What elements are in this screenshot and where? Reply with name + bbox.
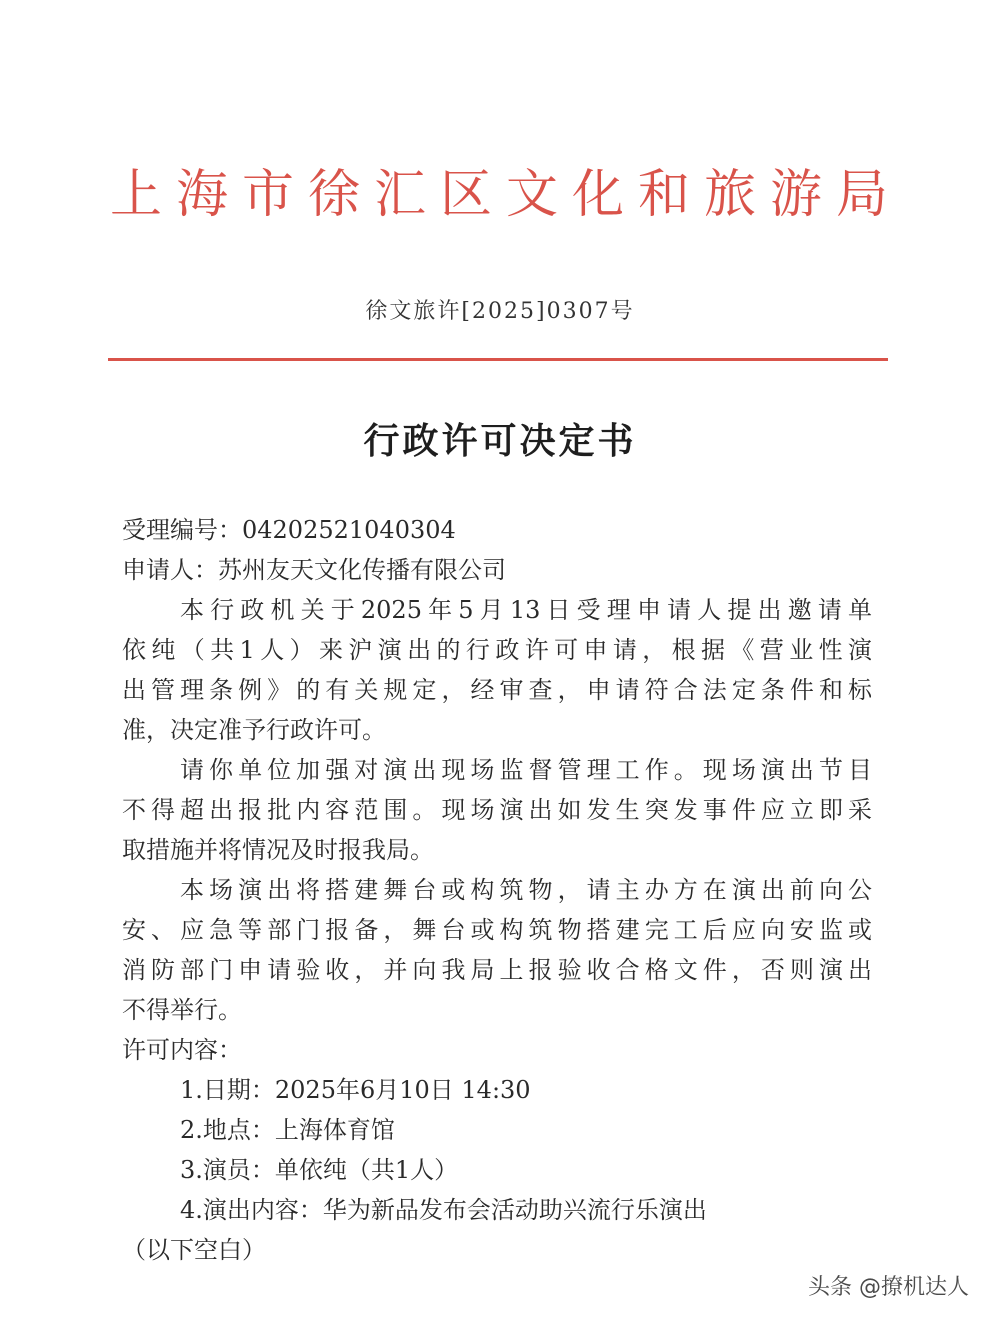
body-line: 许可内容： bbox=[122, 1036, 242, 1064]
body-line: 1.日期：2025年6月10日 14:30 bbox=[180, 1076, 531, 1104]
body-line: 3.演员：单依纯（共1人） bbox=[180, 1156, 459, 1184]
red-divider-line bbox=[108, 358, 888, 361]
body-line: 请你单位加强对演出现场监督管理工作。现场演出节目 bbox=[180, 756, 872, 784]
body-line: 取措施并将情况及时报我局。 bbox=[122, 836, 434, 864]
document-title: 行政许可决定书 bbox=[363, 421, 637, 462]
body-line: 不得超出报批内容范围。现场演出如发生突发事件应立即采 bbox=[122, 796, 872, 824]
body-line: 本行政机关于2025年5月13日受理申请人提出邀请单 bbox=[180, 596, 872, 624]
body-line: 出管理条例》的有关规定，经审查，申请符合法定条件和标 bbox=[122, 676, 872, 704]
document-body bbox=[122, 510, 872, 1270]
body-line: 本场演出将搭建舞台或构筑物，请主办方在演出前向公 bbox=[180, 876, 872, 904]
document-number: 徐文旅许[2025]0307号 bbox=[365, 299, 635, 324]
body-line: 准，决定准予行政许可。 bbox=[122, 716, 386, 744]
body-line: 4.演出内容：华为新品发布会活动助兴流行乐演出 bbox=[180, 1196, 707, 1224]
body-line: 安、应急等部门报备，舞台或构筑物搭建完工后应向安监或 bbox=[122, 916, 872, 944]
agency-header: 上海市徐汇区文化和旅游局 bbox=[110, 165, 903, 225]
watermark: 头条 @撩机达人 bbox=[808, 1275, 969, 1300]
body-line: 消防部门申请验收，并向我局上报验收合格文件，否则演出 bbox=[122, 956, 872, 984]
body-line: 依纯（共1人）来沪演出的行政许可申请，根据《营业性演 bbox=[122, 636, 872, 664]
body-line: 2.地点：上海体育馆 bbox=[180, 1116, 395, 1144]
body-line: 不得举行。 bbox=[122, 996, 242, 1024]
body-line: （以下空白） bbox=[122, 1236, 266, 1264]
body-line: 申请人：苏州友天文化传播有限公司 bbox=[122, 556, 506, 584]
body-line: 受理编号：04202521040304 bbox=[122, 516, 456, 544]
